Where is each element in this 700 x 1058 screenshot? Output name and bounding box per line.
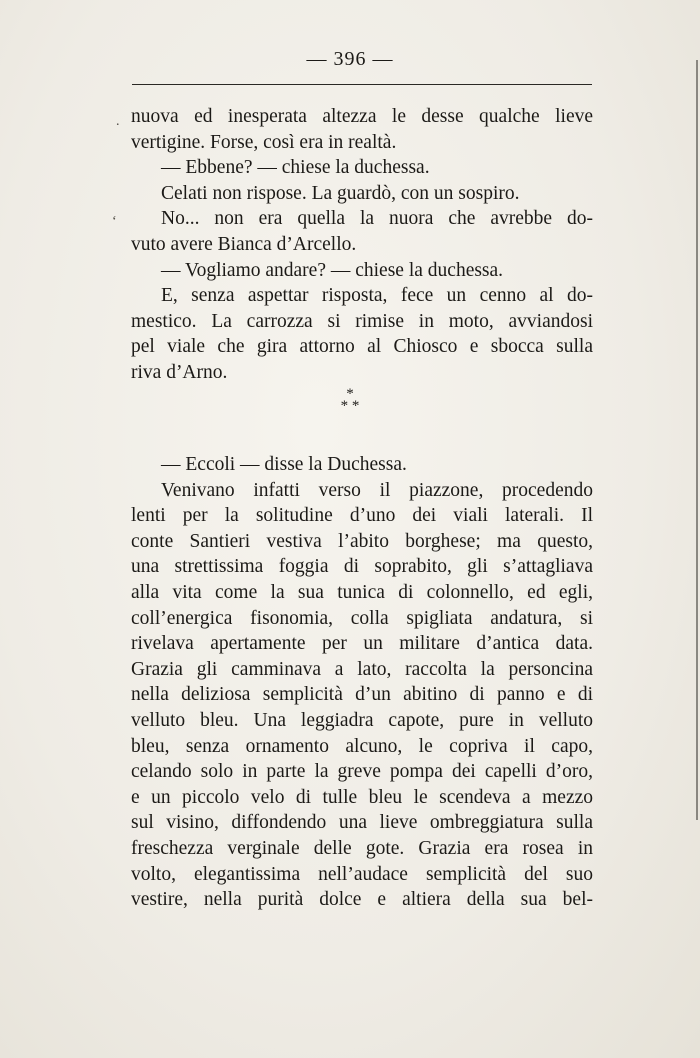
page-edge-shadow — [696, 60, 698, 820]
text-line: No... non era quella la nuora che avrebbe do- — [161, 208, 593, 230]
text-line: riva d’Arno. — [131, 361, 228, 383]
text-line: celando solo in parte la greve pompa dei capelli d’oro, — [131, 761, 593, 783]
text-line: vertigine. Forse, così era in realtà. — [131, 131, 397, 153]
text-line: vuto avere Bianca d’Arcello. — [131, 233, 357, 255]
text-line: vestire, nella purità dolce e altiera della sua bel- — [131, 889, 593, 911]
section-separator — [0, 388, 700, 412]
text-line: E, senza aspettar risposta, fece un cenno al do- — [161, 285, 593, 307]
text-line: sul visino, diffondendo una lieve ombreggiatura sulla — [131, 812, 593, 834]
text-line: Celati non rispose. La guardò, con un sospiro. — [161, 182, 520, 204]
text-line: coll’energica fisonomia, colla spigliata andatura, si — [131, 607, 593, 629]
paragraph — [131, 155, 593, 181]
text-line: freschezza verginale delle gote. Grazia era rosea in — [131, 837, 593, 859]
margin-speck: ‘ — [112, 214, 117, 229]
paragraph — [131, 181, 593, 207]
text-line: alla vita come la sua tunica di colonnello, ed egli, — [131, 581, 593, 603]
paragraph — [131, 104, 593, 155]
text-line: bleu, senza ornamento alcuno, le copriva il capo, — [131, 735, 593, 757]
paragraph — [131, 452, 593, 478]
asterism-bottom: * * — [340, 398, 360, 414]
text-line: pel viale che gira attorno al Chiosco e sbocca sulla — [131, 336, 593, 358]
text-line: volto, elegantissima nell’audace semplicità del suo — [131, 863, 593, 885]
text-line: nella deliziosa semplicità d’un abitino di panno e di — [131, 684, 593, 706]
page-number: — 396 — — [306, 48, 394, 70]
paragraph — [131, 283, 593, 385]
text-line: lenti per la solitudine d’uno dei viali laterali. Il — [131, 505, 593, 527]
text-line: rivelava apertamente per un militare d’antica data. — [131, 633, 593, 655]
asterism-top: * — [346, 386, 354, 402]
header-rule — [132, 84, 592, 85]
text-line: conte Santieri vestiva l’abito borghese; ma questo, — [131, 530, 593, 552]
text-line: velluto bleu. Una leggiadra capote, pure in velluto — [131, 709, 593, 731]
paragraph — [131, 258, 593, 284]
paragraph — [131, 478, 593, 913]
text-line: e un piccolo velo di tulle bleu le scendeva a mezzo — [131, 786, 593, 808]
text-section-1 — [131, 104, 593, 386]
text-line: Venivano infatti verso il piazzone, procedendo — [161, 479, 593, 501]
text-line: Grazia gli camminava a lato, raccolta la personcina — [131, 658, 593, 680]
text-section-2 — [131, 452, 593, 913]
margin-speck: . — [116, 114, 120, 129]
paragraph — [131, 206, 593, 257]
text-line: nuova ed inesperata altezza le desse qualche lieve — [131, 106, 593, 127]
text-line: — Vogliamo andare? — chiese la duchessa. — [161, 259, 504, 281]
page-header — [0, 48, 700, 71]
text-line: mestico. La carrozza si rimise in moto, avviandosi — [131, 310, 593, 332]
text-line: una strettissima foggia di soprabito, gli s’attagliava — [131, 556, 593, 578]
text-line: — Ebbene? — chiese la duchessa. — [161, 157, 430, 179]
text-line: — Eccoli — disse la Duchessa. — [161, 454, 407, 475]
